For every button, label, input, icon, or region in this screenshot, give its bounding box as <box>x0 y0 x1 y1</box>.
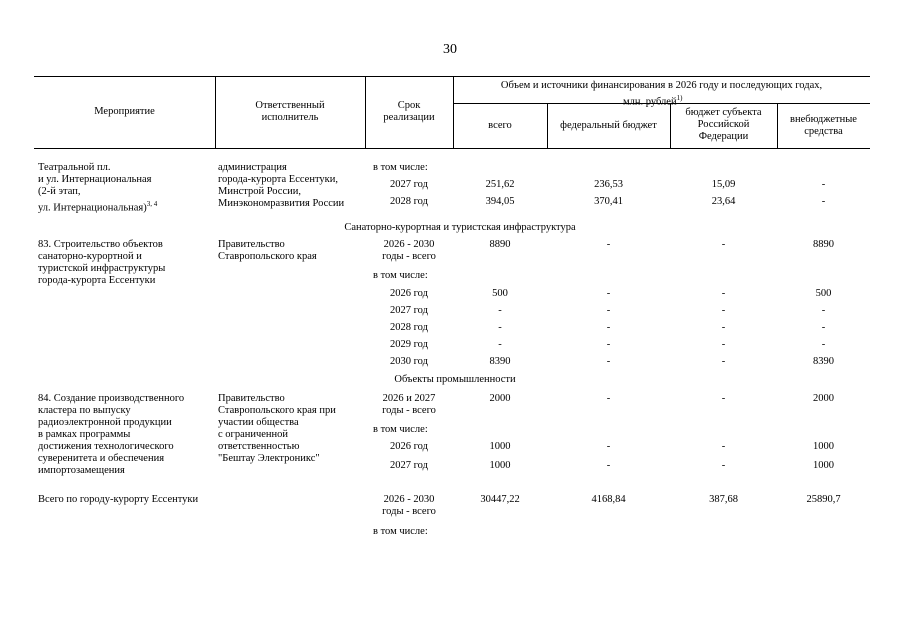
term-cell: 2026 и 2027 годы - всего <box>382 393 436 416</box>
total-cell: 394,05 <box>485 196 515 207</box>
event-line: и ул. Интернациональная <box>38 174 152 185</box>
header-bottom-rule <box>34 148 870 149</box>
executor-cell: Правительство Ставропольского края при участии общества с ограниченной ответственностью "Бештау Электроникс" <box>218 393 336 464</box>
header-col-executor: Ответственный исполнитель <box>255 100 325 123</box>
executor-cell: администрация города-курорта Ессентуки, Минстрой России, Минэкономразвития России <box>218 162 345 209</box>
page-number: 30 <box>443 42 457 57</box>
year-cell: 2026 год <box>390 288 428 299</box>
total-cell: 8390 <box>489 356 511 367</box>
federal-cell: - <box>606 239 611 250</box>
extra-cell: 2000 <box>813 393 834 404</box>
total-cell: 2000 <box>489 393 511 404</box>
federal-cell: - <box>606 460 611 471</box>
extra-cell: 1000 <box>813 441 834 452</box>
total-cell: 500 <box>492 288 508 299</box>
federal-cell: - <box>606 441 611 452</box>
term-cell: 2026 - 2030 годы - всего <box>382 239 436 262</box>
section-heading: Объекты промышленности <box>394 374 516 385</box>
regional-cell: - <box>721 305 726 316</box>
section-heading: Санаторно-курортная и туристская инфраструктура <box>344 222 576 233</box>
federal-cell: 370,41 <box>594 196 623 207</box>
event-line: Театральной пл. <box>38 162 111 173</box>
header-col-extra: внебюджетные средства <box>790 114 857 137</box>
extra-cell: 25890,7 <box>806 494 841 505</box>
federal-cell: 236,53 <box>594 179 623 190</box>
extra-cell: 8390 <box>813 356 834 367</box>
federal-cell: - <box>606 356 611 367</box>
extra-cell: - <box>821 196 826 207</box>
grand-total-label: Всего по городу-курорту Ессентуки <box>38 494 199 505</box>
header-funding-unit: млн. рублей$^{1)}$ <box>623 94 683 108</box>
regional-cell: - <box>721 339 726 350</box>
year-cell: 2030 год <box>390 356 428 367</box>
year-cell: 2027 год <box>390 460 428 471</box>
federal-cell: - <box>606 393 611 404</box>
regional-cell: - <box>721 460 726 471</box>
header-col-total: всего <box>488 120 512 131</box>
including-label: в том числе: <box>373 270 428 281</box>
year-cell: 2027 год <box>390 179 428 190</box>
regional-cell: 15,09 <box>711 179 736 190</box>
header-col-term: Срок реализации <box>383 100 435 123</box>
year-cell: 2029 год <box>390 339 428 350</box>
total-cell: 8890 <box>489 239 511 250</box>
regional-cell: - <box>721 393 726 404</box>
total-cell: - <box>498 305 502 316</box>
executor-cell: Правительство Ставропольского края <box>218 239 317 262</box>
header-col-event: Мероприятие <box>94 106 155 117</box>
federal-cell: - <box>606 339 611 350</box>
event-cell: 83. Строительство объектов санаторно-курортной и туристской инфраструктуры города-курорта Ессентуки <box>38 239 166 286</box>
extra-cell: - <box>821 339 826 350</box>
year-cell: 2028 год <box>390 196 428 207</box>
extra-cell: - <box>821 179 826 190</box>
event-line-last: ул. Интернациональная)$^{3, 4}$ <box>38 200 158 214</box>
year-cell: 2026 год <box>390 441 428 452</box>
regional-cell: - <box>721 288 726 299</box>
extra-cell: 8890 <box>813 239 834 250</box>
total-cell: 251,62 <box>485 179 515 190</box>
federal-cell: - <box>606 288 611 299</box>
year-cell: 2028 год <box>390 322 428 333</box>
regional-cell: 387,68 <box>709 494 738 505</box>
extra-cell: - <box>821 322 826 333</box>
regional-cell: 23,64 <box>711 196 736 207</box>
total-cell: 1000 <box>489 441 511 452</box>
including-label: в том числе: <box>373 424 428 435</box>
extra-cell: - <box>821 305 826 316</box>
extra-cell: 500 <box>815 288 832 299</box>
event-cell: 84. Создание производственного кластера по выпуску радиоэлектронной продукции в рамках программы достижения технологического суверенитета и обеспечения импортозамещения <box>38 393 185 476</box>
federal-cell: - <box>606 322 611 333</box>
term-cell: 2026 - 2030 годы - всего <box>382 494 436 517</box>
regional-cell: - <box>721 356 726 367</box>
header-col-regional: бюджет субъекта Российской Федерации <box>685 107 762 142</box>
header-col-federal: федеральный бюджет <box>560 120 657 131</box>
extra-cell: 1000 <box>813 460 834 471</box>
total-cell: - <box>498 339 502 350</box>
total-cell: - <box>498 322 502 333</box>
including-label: в том числе: <box>373 526 428 537</box>
regional-cell: - <box>721 239 726 250</box>
federal-cell: 4168,84 <box>591 494 626 505</box>
regional-cell: - <box>721 322 726 333</box>
total-cell: 30447,22 <box>480 494 520 505</box>
including-label: в том числе: <box>373 162 428 173</box>
event-line: (2-й этап, <box>38 186 81 197</box>
regional-cell: - <box>721 441 726 452</box>
federal-cell: - <box>606 305 611 316</box>
total-cell: 1000 <box>489 460 511 471</box>
header-funding-group: Объем и источники финансирования в 2026 году и последующих годах, <box>500 80 823 91</box>
header-top-rule <box>34 76 870 77</box>
year-cell: 2027 год <box>390 305 428 316</box>
